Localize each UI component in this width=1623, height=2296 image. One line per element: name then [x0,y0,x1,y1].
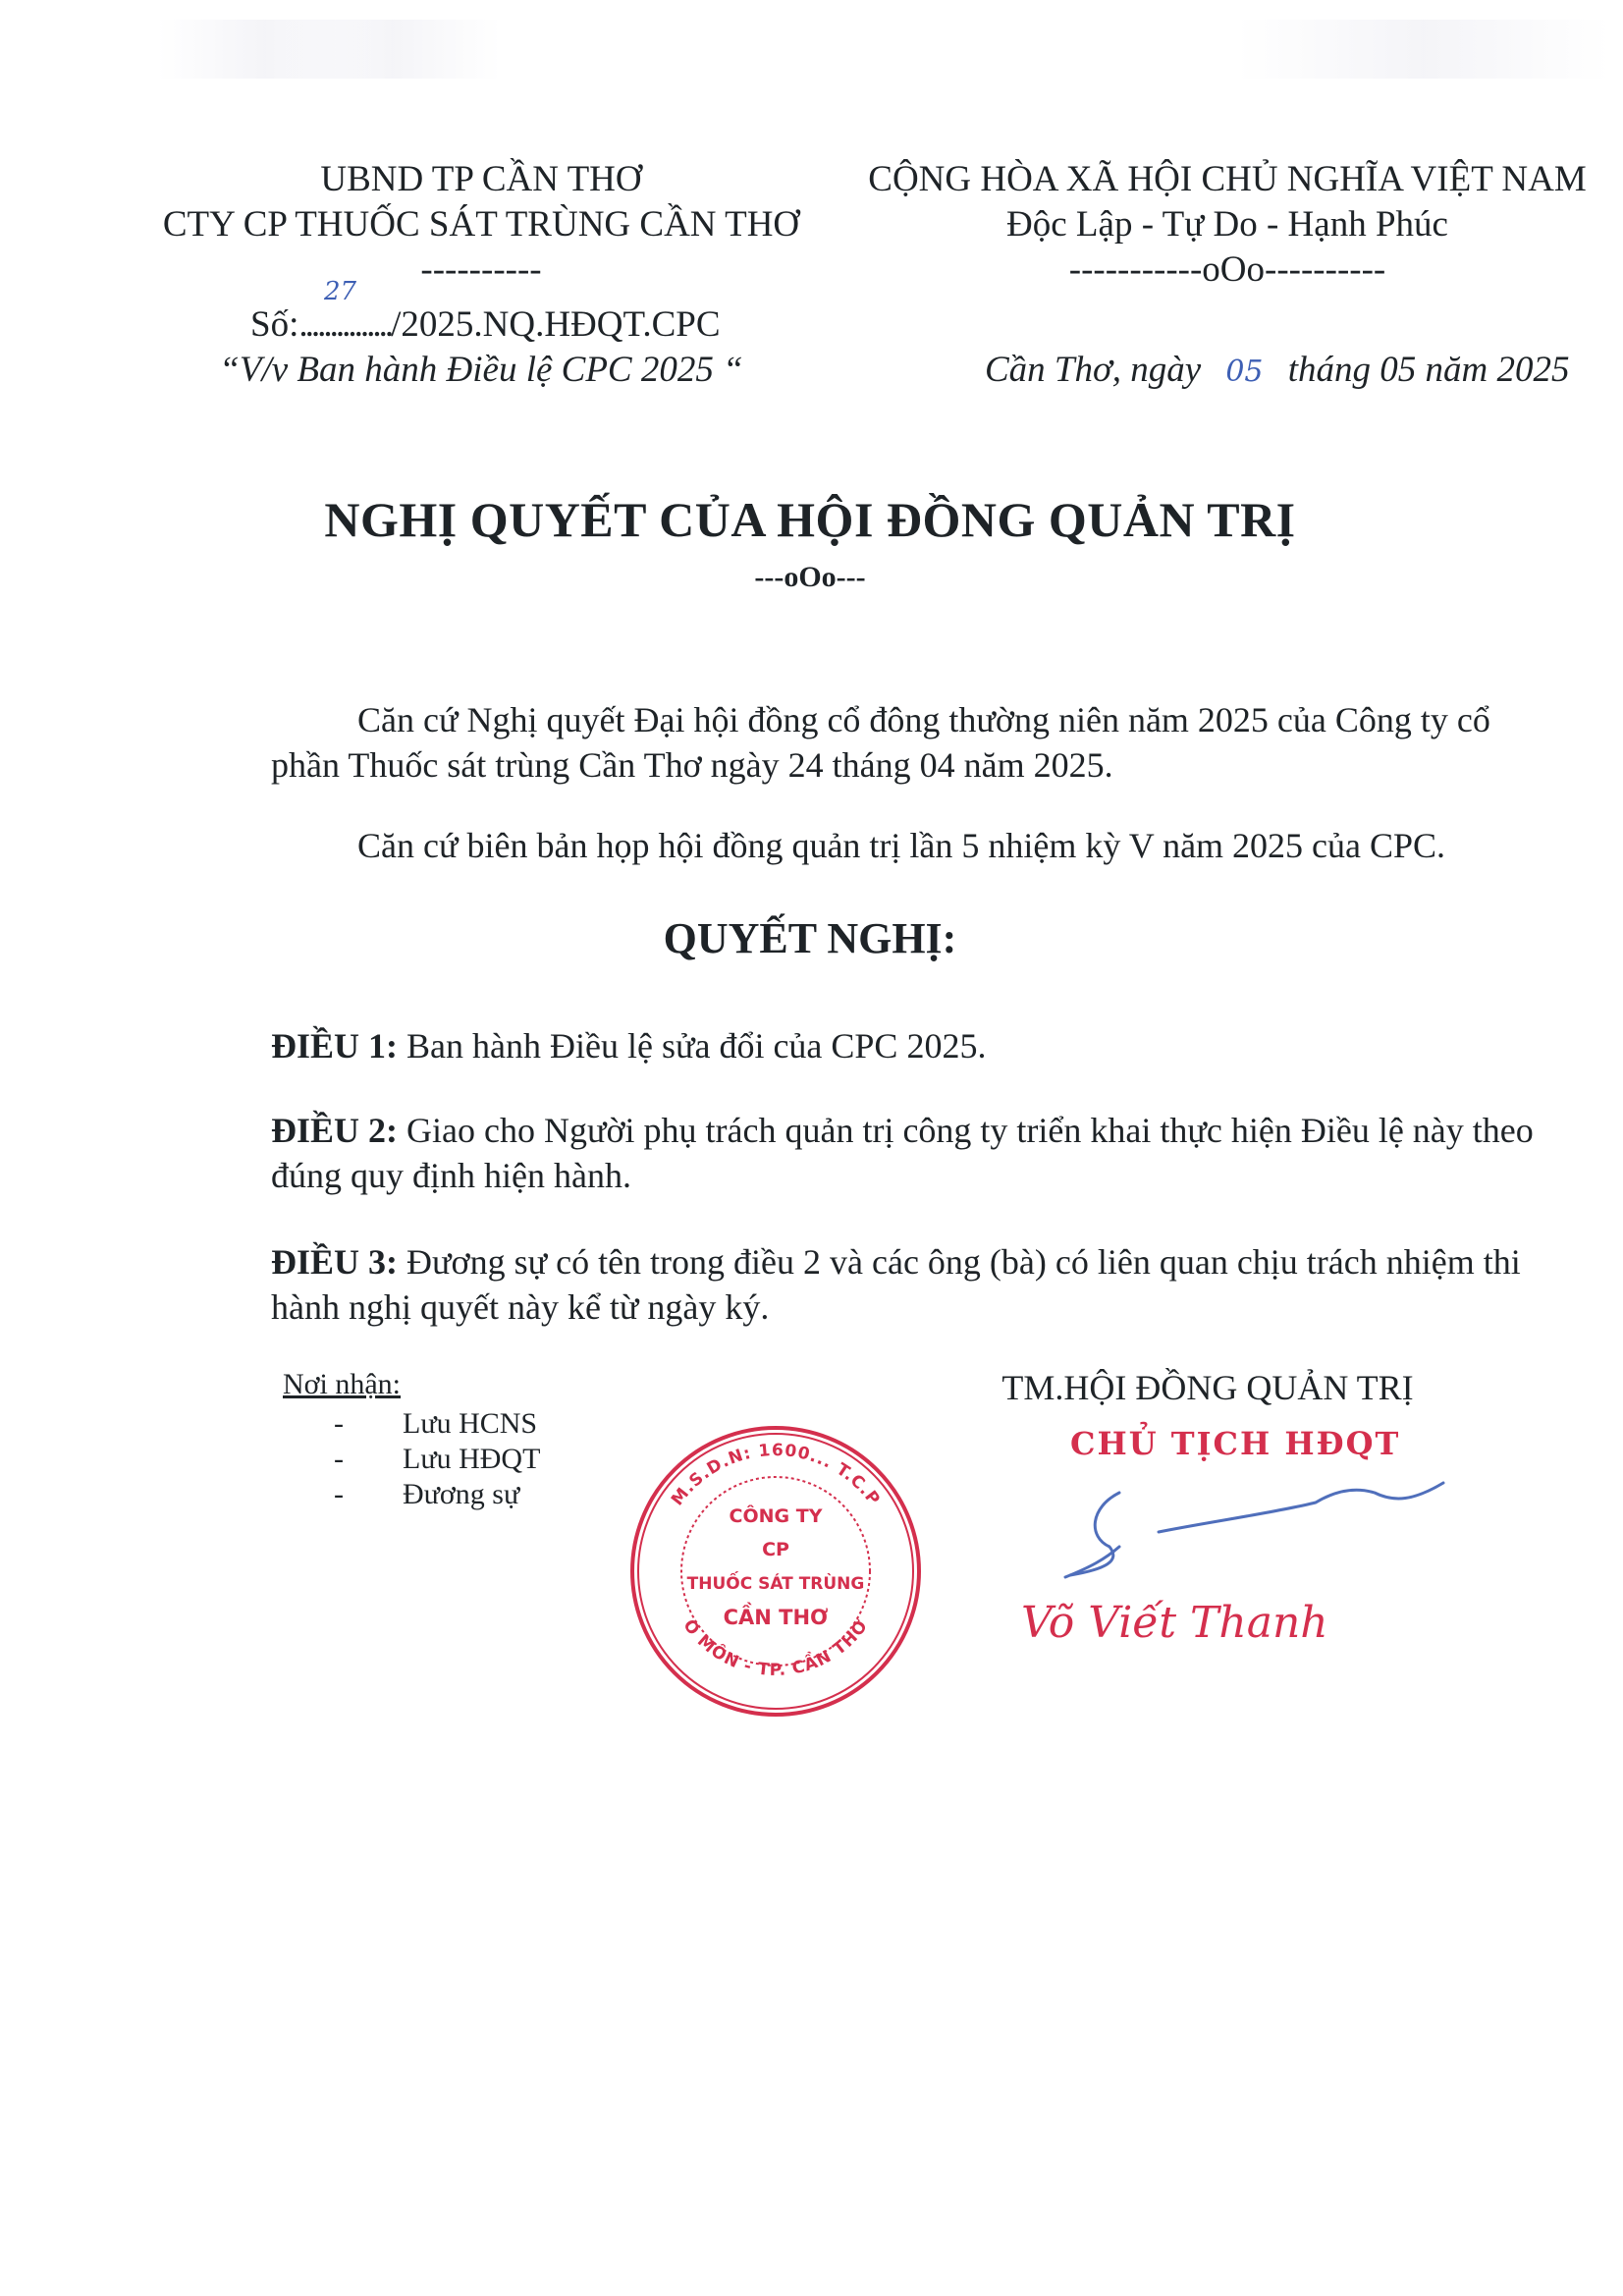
issue-date [985,348,1569,395]
signatory-name: Võ Viết Thanh [1021,1598,1328,1648]
company-name: CTY CP THUỐC SÁT TRÙNG CẦN THƠ [162,204,800,245]
title-ornament: ---oOo--- [754,561,866,593]
date-suffix: tháng 05 năm 2025 [1287,350,1570,390]
recipient-item [265,1442,540,1477]
seal-center-line: THUỐC SÁT TRÙNG [686,1574,865,1594]
scan-artifact [285,20,501,79]
document-number-prefix: Số: [250,304,299,345]
handwritten-day: 05 [1225,355,1264,389]
signature-position: CHỦ TỊCH HĐQT [1070,1425,1401,1462]
article-1 [271,1023,1567,1068]
article-2 [271,1108,1577,1198]
date-prefix: Cần Thơ, ngày [985,350,1202,390]
seal-center-line: CẦN THƠ [723,1606,829,1629]
seal-center-line: CP [762,1539,789,1560]
recipient-bullet: - [334,1443,344,1475]
article-2-label: ĐIỀU 2: [271,1111,399,1150]
recipient-item [265,1477,540,1512]
preamble-1 [271,697,1567,788]
seal-ring-top: M.S.D.N: 1600... T.C.P [667,1440,885,1510]
article-2-text: Giao cho Người phụ trách quản trị công ty triển khai thực hiện Điều lệ này theo đúng quy định hiện hành. [271,1111,1534,1195]
document-number-blank [298,302,391,348]
handwritten-number: 27 [324,277,357,306]
company-seal [628,1424,923,1719]
issuing-authority: UBND TP CẦN THƠ [320,159,642,199]
preamble-2-text: Căn cứ biên bản họp hội đồng quản trị lần 5 nhiệm kỳ V năm 2025 của CPC. [357,826,1446,865]
recipients-list [265,1406,540,1512]
preamble-2 [271,823,1567,868]
article-3-label: ĐIỀU 3: [271,1242,399,1282]
seal-center-line: CÔNG TY [729,1505,823,1527]
document-number-suffix: /2025.NQ.HĐQT.CPC [391,304,721,345]
recipient-name: Lưu HĐQT [403,1443,541,1475]
decision-heading: QUYẾT NGHỊ: [663,914,957,962]
article-1-label: ĐIỀU 1: [271,1026,399,1066]
signature-on-behalf: TM.HỘI ĐỒNG QUẢN TRỊ [1001,1368,1414,1407]
document-number [250,302,721,348]
recipient-name: Đương sự [403,1478,520,1510]
header-left-divider: ---------- [420,249,542,290]
document-subject: “V/v Ban hành Điều lệ CPC 2025 “ [219,350,743,390]
national-title: CỘNG HÒA XÃ HỘI CHỦ NGHĨA VIỆT NAM [868,159,1587,199]
seal-ring-bottom: O MÔN - TP. CẦN THƠ [678,1615,873,1680]
recipients-heading: Nơi nhận: [283,1368,402,1400]
preamble-1-text: Căn cứ Nghị quyết Đại hội đồng cổ đông thường niên năm 2025 của Công ty cổ phần Thuốc sát trùng Cần Thơ ngày 24 tháng 04 năm 2025. [271,700,1490,785]
seal-icon [628,1424,923,1719]
recipient-item [265,1406,540,1442]
document-number-dots: ............... [298,304,392,345]
recipient-name: Lưu HCNS [403,1407,538,1440]
article-3-text: Đương sự có tên trong điều 2 và các ông (bà) có liên quan chịu trách nhiệm thi hành nghị quyết này kể từ ngày ký. [271,1242,1521,1327]
recipient-bullet: - [334,1407,344,1440]
document-title: NGHỊ QUYẾT CỦA HỘI ĐỒNG QUẢN TRỊ [324,492,1296,547]
article-3 [271,1239,1577,1330]
header-right-divider: -----------oOo---------- [1068,249,1386,290]
recipient-bullet: - [334,1478,344,1510]
national-motto: Độc Lập - Tự Do - Hạnh Phúc [1006,204,1448,245]
article-1-text: Ban hành Điều lệ sửa đổi của CPC 2025. [406,1026,987,1066]
signature-icon [982,1473,1453,1581]
scan-artifact [1237,20,1610,79]
